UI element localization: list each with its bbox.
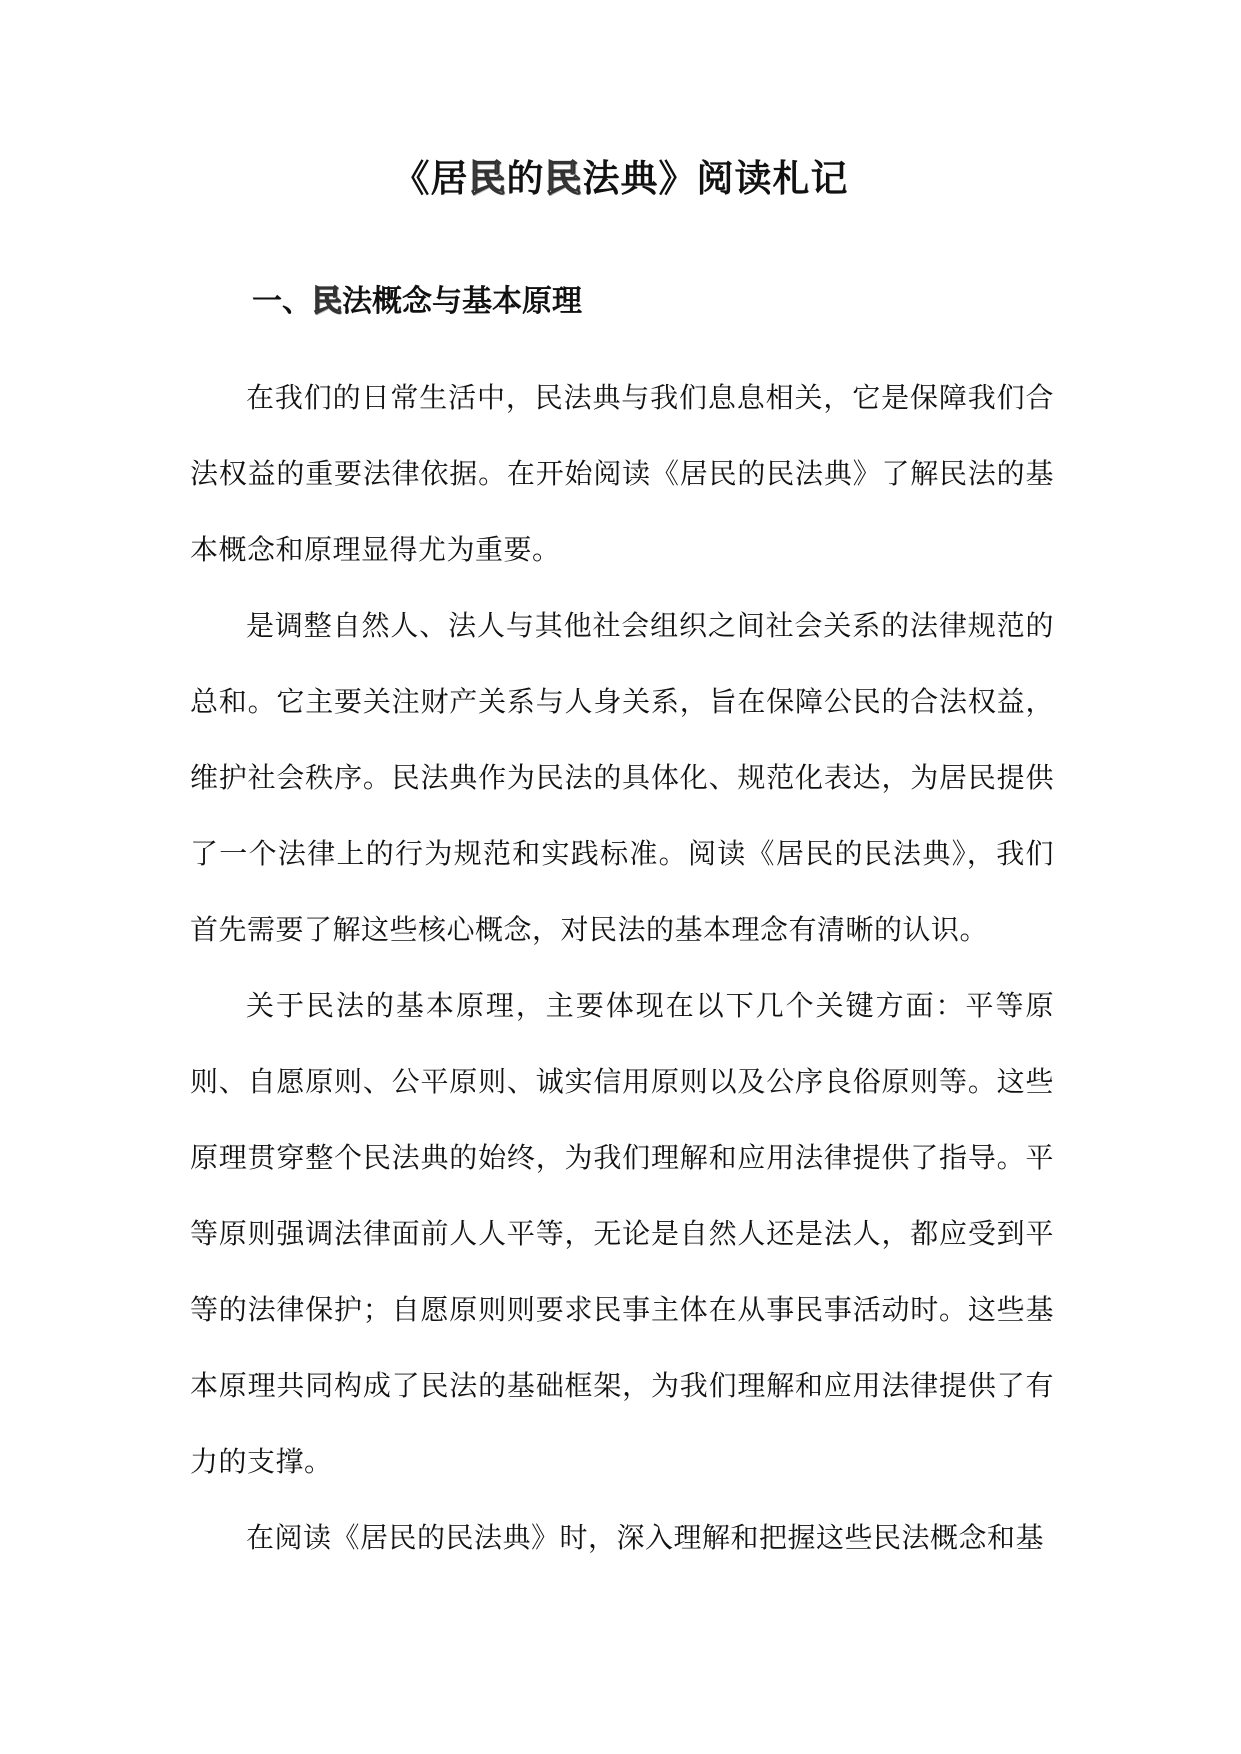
paragraph: 在阅读《居民的民法典》时，深入理解和把握这些民法概念和基	[246, 1521, 1045, 1554]
title-part: 的	[506, 156, 545, 200]
title-part: 法典》阅读札记	[582, 156, 849, 200]
section-heading-number: 一、	[252, 284, 312, 319]
document-body	[190, 360, 1054, 1576]
paragraph: 在我们的日常生活中，民法典与我们息息相关，它是保障我们合法权益的重要法律依据。在开始阅读《居民的民法典》了解民法的基本概念和原理显得尤为重要。	[190, 381, 1054, 566]
title-part: 《居	[392, 156, 469, 200]
document-title	[0, 148, 1241, 208]
paragraph: 是调整自然人、法人与其他社会组织之间社会关系的法律规范的总和。它主要关注财产关系与人身关系，旨在保障公民的合法权益，维护社会秩序。民法典作为民法的具体化、规范化表达，为居民提供了一个法律上的行为规范和实践标准。阅读《居民的民法典》，我们首先需要了解这些核心概念，对民法的基本理念有清晰的认识。	[190, 609, 1054, 946]
paragraph: 关于民法的基本原理，主要体现在以下几个关键方面：平等原则、自愿原则、公平原则、诚实信用原则以及公序良俗原则等。这些原理贯穿整个民法典的始终，为我们理解和应用法律提供了指导。平等原则强调法律面前人人平等，无论是自然人还是法人，都应受到平等的法律保护；自愿原则则要求民事主体在从事民事活动时。这些基本原理共同构成了民法的基础框架，为我们理解和应用法律提供了有力的支撑。	[190, 989, 1054, 1478]
section-heading-text: 法概念与基本原理	[342, 284, 582, 319]
section-heading-outlined-char: 民	[312, 284, 342, 319]
section-heading	[252, 274, 582, 330]
title-outlined-char: 民	[544, 156, 583, 200]
title-outlined-char: 民	[468, 156, 507, 200]
